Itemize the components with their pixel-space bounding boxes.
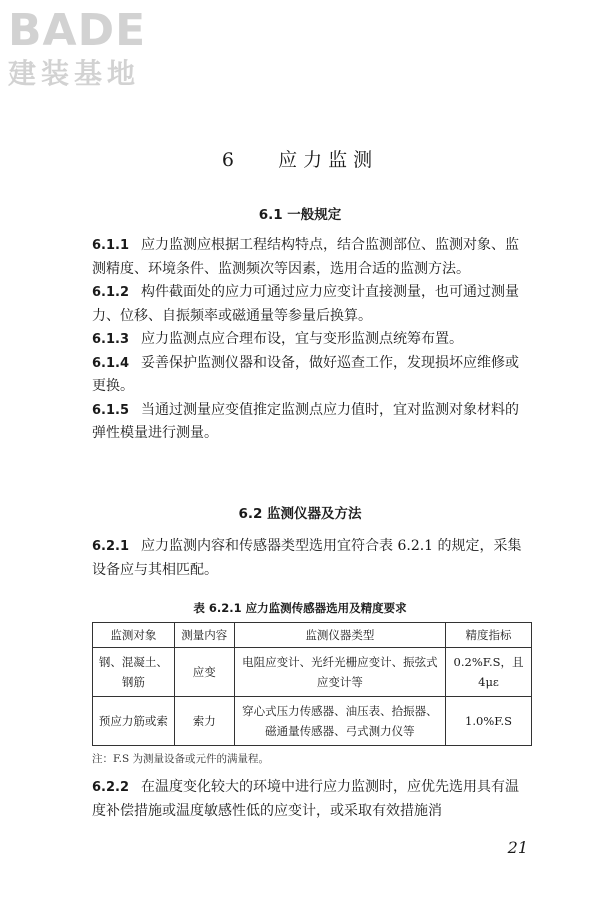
chapter-name: 应力监测 — [278, 149, 379, 171]
clause-number: 6.1.3 — [92, 332, 130, 347]
table-cell: 0.2%F.S，且 4με — [446, 648, 532, 697]
table-header-cell: 监测仪器类型 — [234, 623, 445, 648]
clause-text: 应力监测点应合理布设，宜与变形监测点统筹布置。 — [141, 331, 464, 347]
clause-number: 6.1.1 — [92, 238, 130, 253]
table-header-cell: 精度指标 — [446, 623, 532, 648]
table-header-cell: 测量内容 — [174, 623, 234, 648]
watermark-logo — [8, 6, 178, 92]
page-number: 21 — [507, 838, 528, 857]
chapter-number: 6 — [221, 149, 240, 171]
clause — [92, 535, 532, 582]
table-cell: 钢、混凝土、钢筋 — [93, 648, 175, 697]
sensor-spec-table — [92, 622, 532, 746]
clause — [92, 352, 532, 399]
clause-number: 6.2.2 — [92, 780, 130, 795]
clause-text: 应力监测内容和传感器类型选用宜符合表 6.2.1 的规定，采集设备应与其相匹配。 — [92, 538, 522, 578]
clause-6-2-2 — [92, 776, 532, 823]
chapter-title — [0, 145, 600, 172]
watermark-latin: BADE — [8, 5, 147, 56]
table-row — [93, 648, 532, 697]
clause-6-2-1 — [92, 535, 532, 582]
clause-text: 妥善保护监测仪器和设备，做好巡查工作，发现损坏应维修或更换。 — [92, 354, 520, 394]
clause-list-6-1 — [92, 234, 532, 446]
table-cell: 索力 — [174, 697, 234, 746]
clause — [92, 776, 532, 823]
table-row — [93, 697, 532, 746]
clause-number: 6.2.1 — [92, 539, 130, 554]
table-cell: 1.0%F.S — [446, 697, 532, 746]
table-cell: 应变 — [174, 648, 234, 697]
section-heading-6-1: 6.1 一般规定 — [258, 207, 342, 223]
clause-number: 6.1.5 — [92, 402, 130, 418]
clause — [92, 328, 532, 352]
clause-text: 应力监测应根据工程结构特点，结合监测部位、监测对象、监测精度、环境条件、监测频次等因素，选用合适的监测方法。 — [92, 237, 520, 277]
table-note: 注：F.S 为测量设备或元件的满量程。 — [92, 753, 270, 765]
clause-number: 6.1.4 — [92, 355, 130, 371]
watermark-chinese: 建装基地 — [8, 57, 141, 90]
clause-number: 6.1.2 — [92, 285, 130, 300]
table-cell: 电阻应变计、光纤光栅应变计、振弦式应变计等 — [234, 648, 445, 697]
clause-text: 构件截面处的应力可通过应力应变计直接测量，也可通过测量力、位移、自振频率或磁通量等参量后换算。 — [92, 284, 520, 324]
table-cell: 穿心式压力传感器、油压表、拾振器、磁通量传感器、弓式测力仪等 — [234, 697, 445, 746]
clause — [92, 234, 532, 281]
table-cell: 预应力筋或索 — [93, 697, 175, 746]
section-heading-6-2: 6.2 监测仪器及方法 — [238, 506, 362, 522]
table-header-cell: 监测对象 — [93, 623, 175, 648]
table-header-row — [93, 623, 532, 648]
clause-text: 在温度变化较大的环境中进行应力监测时，应优先选用具有温度补偿措施或温度敏感性低的应变计，或采取有效措施消 — [92, 779, 520, 819]
clause — [92, 399, 532, 446]
table-caption: 表 6.2.1 应力监测传感器选用及精度要求 — [193, 601, 407, 615]
clause-text: 当通过测量应变值推定监测点应力值时，宜对监测对象材料的弹性模量进行测量。 — [92, 401, 520, 441]
clause — [92, 281, 532, 328]
